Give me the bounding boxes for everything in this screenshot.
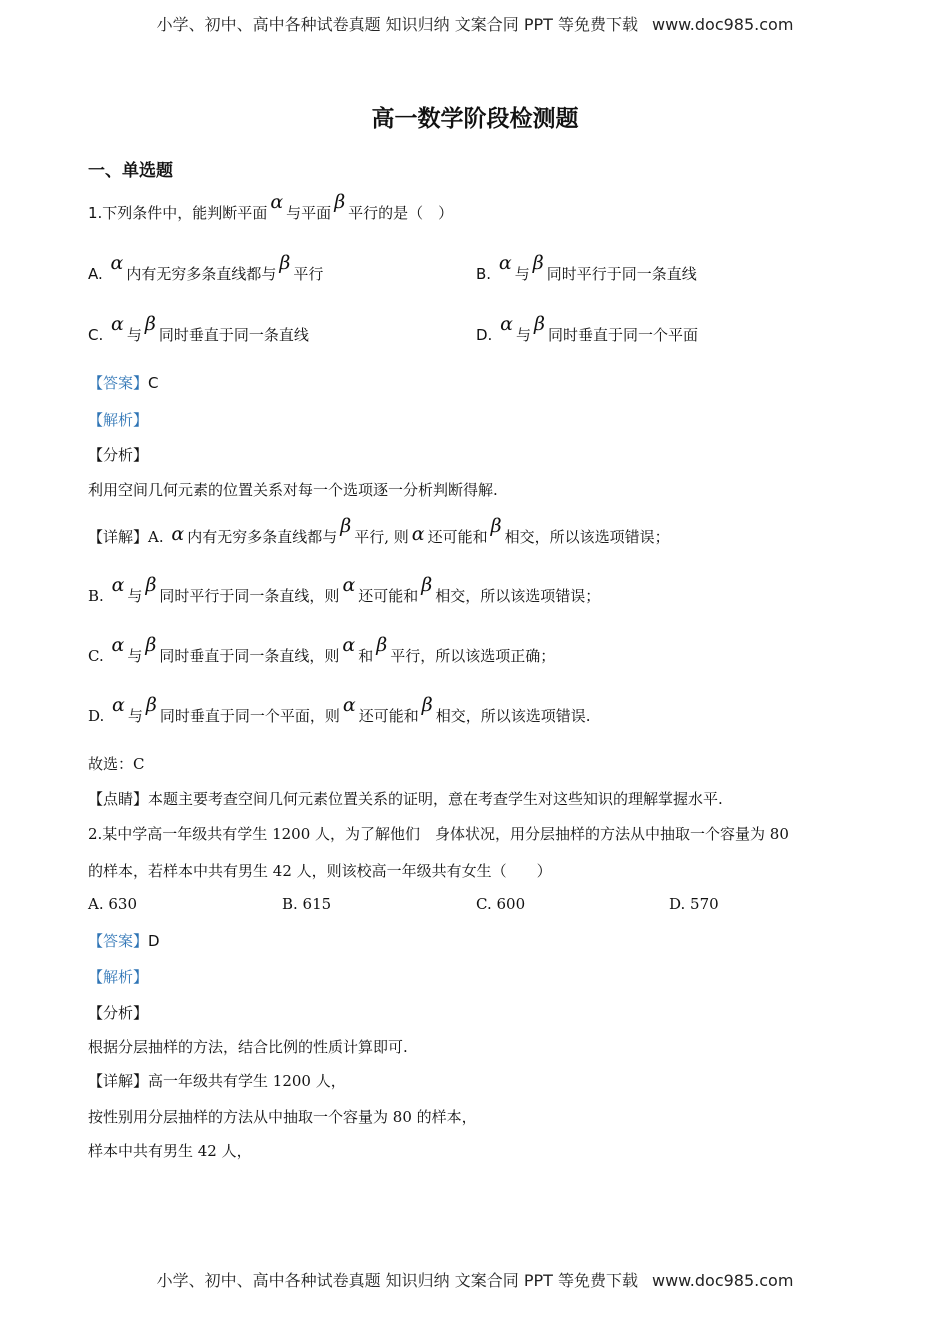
q1-option-a: A. α 内有无穷多条直线都与 β 平行 <box>88 252 324 283</box>
q1-option-d: D. α 与 β 同时垂直于同一个平面 <box>476 313 698 344</box>
q2-stem-line2: 的样本，若样本中共有男生 42 人，则该校高一年级共有女生（ ） <box>88 862 552 880</box>
q2-option-b: B. 615 <box>282 895 332 913</box>
q1-fenxi-tag: 【分析】 <box>88 446 149 464</box>
q1-detail-a: 【详解】A. α 内有无穷多条直线都与 β 平行, 则 α 还可能和 β 相交，所以该选项错误； <box>88 515 670 546</box>
footer-text: 小学、初中、高中各种试卷真题 知识归纳 文案合同 PPT 等免费下载 <box>156 1271 638 1290</box>
header-url[interactable]: www.doc985.com <box>652 15 794 34</box>
q1-option-c: C. α 与 β 同时垂直于同一条直线 <box>88 313 309 344</box>
page-footer <box>0 1268 950 1291</box>
q2-detail-3: 样本中共有男生 42 人， <box>88 1142 252 1160</box>
q1-detail-d: D. α 与 β 同时垂直于同一个平面，则 α 还可能和 β 相交，所以该选项错误. <box>88 694 591 725</box>
beta-symbol: β <box>334 191 346 213</box>
q2-jiexi-tag: 【解析】 <box>88 968 149 986</box>
q1-answer: 【答案】C <box>88 374 159 392</box>
q1-dianjing: 【点睛】本题主要考查空间几何元素位置关系的证明，意在考查学生对这些知识的理解掌握水平. <box>88 790 723 808</box>
q2-option-d: D. 570 <box>669 895 719 913</box>
q2-fenxi: 根据分层抽样的方法，结合比例的性质计算即可. <box>88 1038 408 1056</box>
q1-jiexi-tag: 【解析】 <box>88 411 149 429</box>
q1-option-b: B. α 与 β 同时平行于同一条直线 <box>476 252 697 283</box>
header-text: 小学、初中、高中各种试卷真题 知识归纳 文案合同 PPT 等免费下载 <box>156 15 638 34</box>
q1-detail-c: C. α 与 β 同时垂直于同一条直线，则 α 和 β 平行，所以该选项正确； <box>88 634 556 665</box>
q2-option-a: A. 630 <box>88 895 137 913</box>
alpha-symbol: α <box>270 191 284 213</box>
page-title: 高一数学阶段检测题 <box>371 106 579 132</box>
q2-option-c: C. 600 <box>476 895 526 913</box>
q2-detail-2: 按性别用分层抽样的方法从中抽取一个容量为 80 的样本， <box>88 1108 477 1126</box>
q1-detail-b: B. α 与 β 同时平行于同一条直线，则 α 还可能和 β 相交，所以该选项错误； <box>88 574 601 605</box>
section-heading: 一、单选题 <box>88 161 173 181</box>
q2-detail-1: 【详解】高一年级共有学生 1200 人， <box>88 1072 346 1090</box>
q2-answer: 【答案】D <box>88 932 160 950</box>
page-header <box>0 12 950 35</box>
q1-fenxi: 利用空间几何元素的位置关系对每一个选项逐一分析判断得解. <box>88 481 498 499</box>
q1-stem: 1.下列条件中，能判断平面 α 与平面 β 平行的是（ ） <box>88 191 454 222</box>
q2-stem-line1: 2.某中学高一年级共有学生 1200 人，为了解他们 身体状况，用分层抽样的方法从中抽取一个容量为 80 <box>88 825 789 843</box>
footer-url[interactable]: www.doc985.com <box>652 1271 794 1290</box>
q2-fenxi-tag: 【分析】 <box>88 1004 149 1022</box>
q1-choose: 故选：C <box>88 755 145 773</box>
